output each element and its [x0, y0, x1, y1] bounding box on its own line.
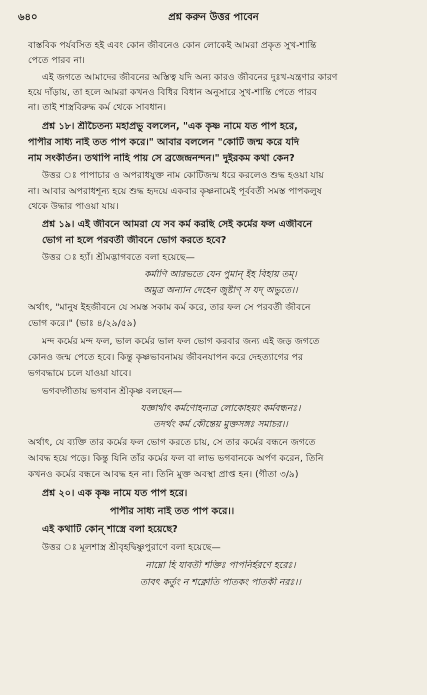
- body-line: ভগবদ্ধামে চলে যাওয়া যাবে।: [28, 368, 132, 379]
- body-line: ভোগ করে।" (ভাঃ ৪/২৯/৫৯): [28, 318, 137, 329]
- running-title: প্রশ্ন করুন উত্তর পাবেন: [168, 12, 259, 23]
- answer-line: উত্তর ঃ মূলশাস্ত্র শ্রীবৃহদ্বিষ্ণুপুরাণে বলা হয়েছে—: [42, 542, 221, 553]
- page-header: [18, 6, 409, 26]
- verse-line: তদর্থং কর্ম কৌন্তেয় মুক্তসঙ্গঃ সমাচর।।: [153, 419, 288, 430]
- page-number: ৬৪০: [18, 12, 38, 23]
- body-line: ভগবদ্গীতায় ভগবান শ্রীকৃষ্ণ বলছেন—: [42, 386, 183, 397]
- verse-line: যজ্ঞার্থাৎ কর্মণোহন্যত্র লোকোহয়ং কর্মবন্ধনঃ।: [140, 403, 301, 414]
- body-line: এই জগতে আমাদের জীবনের অস্তিত্ব যদি অন্য কারও জীবনের দুঃখ-যন্ত্রণার কারণ: [42, 72, 338, 83]
- question-heading: পাপীর সাধ্য নাই তত পাপ করে।।: [110, 506, 235, 517]
- body-line: পেতে পারব না।: [28, 55, 85, 66]
- question-heading: নাম সংকীর্তন। তথাপি নাহি পায় সে ব্রজেন্দ্রনন্দন।" দুইরকম কথা কেন?: [28, 153, 295, 164]
- verse-line: তাবৎ কর্তুং ন শক্নোতি পাতকং পাতকী নরঃ।।: [140, 577, 301, 588]
- question-heading: ভোগ না হলে পরবর্তী জীবনে ভোগ করতে হবে?: [42, 235, 227, 246]
- answer-line: উত্তর ঃ পাপাচার ও অপরাধযুক্ত নাম কোটিজন্ম ধরে করলেও শুদ্ধ হওয়া যায়: [42, 170, 324, 181]
- question-heading: প্রশ্ন ২০। এক কৃষ্ণ নামে যত পাপ হরে।: [42, 488, 188, 499]
- body-line: অর্থাৎ, যে ব্যক্তি তার কর্মের ফল ভোগ করতে চায়, সে তার কর্মের বন্ধনে জগতে: [28, 437, 316, 448]
- body-line: না। তাই শাস্ত্রবিরুদ্ধ কর্ম থেকে সাবধান।: [28, 102, 167, 113]
- body-line: না। আবার অপরাধশূন্য হয়ে শুদ্ধ হৃদয়ে একবার কৃষ্ণনামেই পূর্ববর্তী সমস্ত পাপকলুষ: [28, 186, 322, 197]
- body-line: থেকে উদ্ধার পাওয়া যায়।: [28, 201, 119, 212]
- body-line: কখনও কর্মের বন্ধনে আবদ্ধ হন না। তিনি মুক্ত অবস্থা প্রাপ্ত হন। (গীতা ৩/৯): [28, 469, 299, 480]
- body-line: মন্দ কর্মের মন্দ ফল, ভাল কর্মের ভাল ফল ভোগ করবার জন্য এই জড় জগতে: [42, 336, 320, 347]
- verse-line: কর্মাণি আরভতে যেন পুমান্ ইহ বিহায় তম্।: [144, 269, 297, 280]
- answer-line: উত্তর ঃ হ্যাঁ। শ্রীমদ্ভাগবতে বলা হয়েছে—: [42, 252, 195, 263]
- question-heading: পাপীর সাধ্য নাই তত পাপ করে।" আবার বললেন "কোটি জন্ম করে যদি: [28, 137, 299, 148]
- body-line: অর্থাৎ, "মানুষ ইহজীবনে যে সমস্ত সকাম কর্ম করে, তার ফল সে পরবর্তী জীবনে: [28, 302, 311, 313]
- body-line: হয়ে দাঁড়ায়, তা হলে আমরা কখনও বিধির বিধান অনুসারে সুখ-শান্তি পেতে পারব: [28, 87, 317, 98]
- question-heading: প্রশ্ন ১৮। শ্রীচৈতন্য মহাপ্রভু বললেন, "এক কৃষ্ণ নামে যত পাপ হরে,: [42, 121, 298, 132]
- body-line: বাস্তবিক পর্যবসিত হই এবং কোন জীবনেও কোন লোকেই আমরা প্রকৃত সুখ-শান্তি: [28, 40, 317, 51]
- question-heading: প্রশ্ন ১৯। এই জীবনে আমরা যে সব কর্ম করছি সেই কর্মের ফল এজীবনে: [42, 219, 313, 230]
- body-line: কোনও জন্ম পেতে হবে। কিন্তু কৃষ্ণভাবনাময় জীবনযাপন করে দেহত্যাগের পর: [28, 352, 304, 363]
- question-heading: এই কথাটি কোন্ শাস্ত্রে বলা হয়েছে?: [42, 524, 178, 535]
- verse-line: অমুত্র অন্যান দেহেন জুষ্টাণ্ স যদ্ অভুতে।।: [143, 285, 298, 296]
- body-line: আবদ্ধ হয়ে পড়ে। কিন্তু যিনি তাঁর কর্মের ফল বা লাভ ভগবানকে অর্পণ করেন, তিনি: [28, 453, 324, 464]
- verse-line: নাম্নো হি যাবতী শক্তিঃ পাপনির্হরণে হরেঃ।: [145, 560, 296, 571]
